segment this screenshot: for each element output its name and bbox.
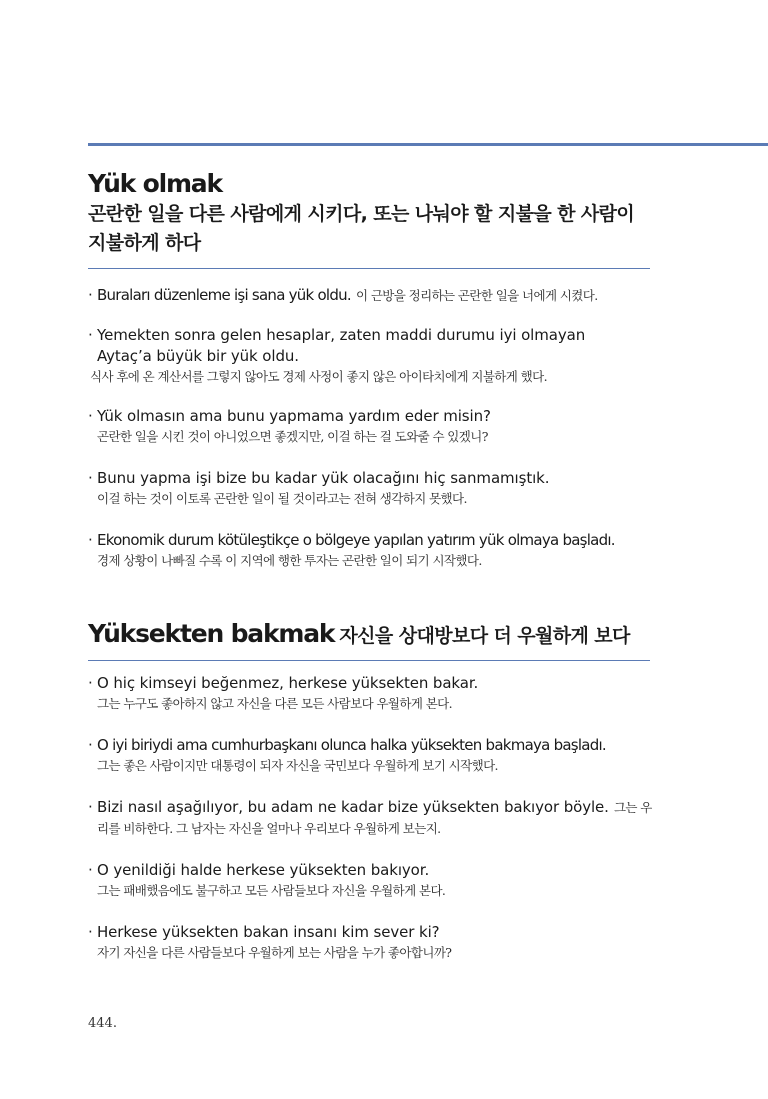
example-ko: 그는 좋은 사람이지만 대통령이 되자 자신을 국민보다 우월하게 보기 시작했다. [97, 758, 498, 773]
bullet: · [88, 736, 93, 754]
page-number: 444. [88, 1016, 117, 1031]
entry-title-tr: Yük olmak [88, 169, 222, 198]
example-ko: 그는 패배했음에도 불구하고 모든 사람들보다 자신을 우월하게 본다. [97, 883, 446, 898]
bullet: · [88, 923, 93, 941]
entry-yuksekten-bakmak [88, 618, 650, 962]
bullet: · [88, 861, 93, 879]
example-item [88, 406, 650, 446]
example-item [88, 922, 650, 962]
example-item [88, 530, 650, 570]
example-item [88, 673, 650, 713]
entry-divider [88, 268, 650, 269]
example-text [97, 797, 657, 838]
example-item [88, 285, 650, 306]
example-tr: Ekonomik durum kötüleştikçe o bölgeye yapılan yatırım yük olmaya başladı. [97, 531, 615, 549]
entry-title-ko: 곤란한 일을 다른 사람에게 시키다, 또는 나눠야 할 지불을 한 사람이 지불하게 하다 [88, 203, 635, 254]
bullet: · [88, 407, 93, 425]
example-item [88, 860, 650, 900]
example-item [88, 797, 650, 838]
bullet: · [88, 326, 93, 344]
top-accent-rule [88, 143, 768, 146]
bullet: · [88, 798, 93, 816]
example-ko: 식사 후에 온 계산서를 그렇지 않아도 경제 사정이 좋지 않은 아이타치에게 지불하게 했다. [90, 369, 547, 384]
example-tr: O iyi biriydi ama cumhurbaşkanı olunca halka yüksekten bakmaya başladı. [97, 736, 606, 754]
example-tr: Bunu yapma işi bize bu kadar yük olacağını hiç sanmamıştık. [97, 469, 550, 487]
example-tr: Bizi nasıl aşağılıyor, bu adam ne kadar bize yüksekten bakıyor böyle. [97, 798, 609, 816]
example-tr: Buraları düzenleme işi sana yük oldu. [97, 286, 351, 304]
example-ko: 자기 자신을 다른 사람들보다 우월하게 보는 사람을 누가 좋아합니까? [97, 945, 452, 960]
example-ko: 곤란한 일을 시킨 것이 아니었으면 좋겠지만, 이걸 하는 걸 도와줄 수 있겠니? [97, 429, 488, 444]
example-ko: 그는 우리를 비하한다. 그 남자는 자신을 얼마나 우리보다 우월하게 보는지. [97, 800, 652, 836]
entry-title-tr: Yüksekten bakmak [88, 619, 335, 648]
entry-title-ko: 자신을 상대방보다 더 우월하게 보다 [339, 625, 630, 647]
bullet: · [88, 531, 93, 549]
example-tr: Yük olmasın ama bunu yapmama yardım eder misin? [97, 407, 491, 425]
example-item [88, 325, 650, 386]
example-ko: 이 근방을 정리하는 곤란한 일을 너에게 시켰다. [355, 288, 598, 303]
example-tr: Yemekten sonra gelen hesaplar, zaten maddi durumu iyi olmayan Aytaç’a büyük bir yük oldu. [97, 326, 586, 365]
example-tr: O hiç kimseyi beğenmez, herkese yüksekten bakar. [97, 674, 479, 692]
bullet: · [88, 286, 93, 304]
entry-yuk-olmak [88, 168, 650, 570]
example-tr: O yenildiği halde herkese yüksekten bakıyor. [97, 861, 430, 879]
example-item [88, 735, 650, 775]
example-item [88, 468, 650, 508]
entry-heading [88, 618, 650, 651]
example-tr: Herkese yüksekten bakan insanı kim sever ki? [97, 923, 440, 941]
example-ko: 이걸 하는 것이 이토록 곤란한 일이 될 것이라고는 전혀 생각하지 못했다. [97, 491, 467, 506]
example-ko: 그는 누구도 좋아하지 않고 자신을 다른 모든 사람보다 우월하게 본다. [97, 696, 453, 711]
bullet: · [88, 469, 93, 487]
bullet: · [88, 674, 93, 692]
entry-divider [88, 660, 650, 661]
example-ko: 경제 상황이 나빠질 수록 이 지역에 행한 투자는 곤란한 일이 되기 시작했다. [97, 553, 482, 568]
